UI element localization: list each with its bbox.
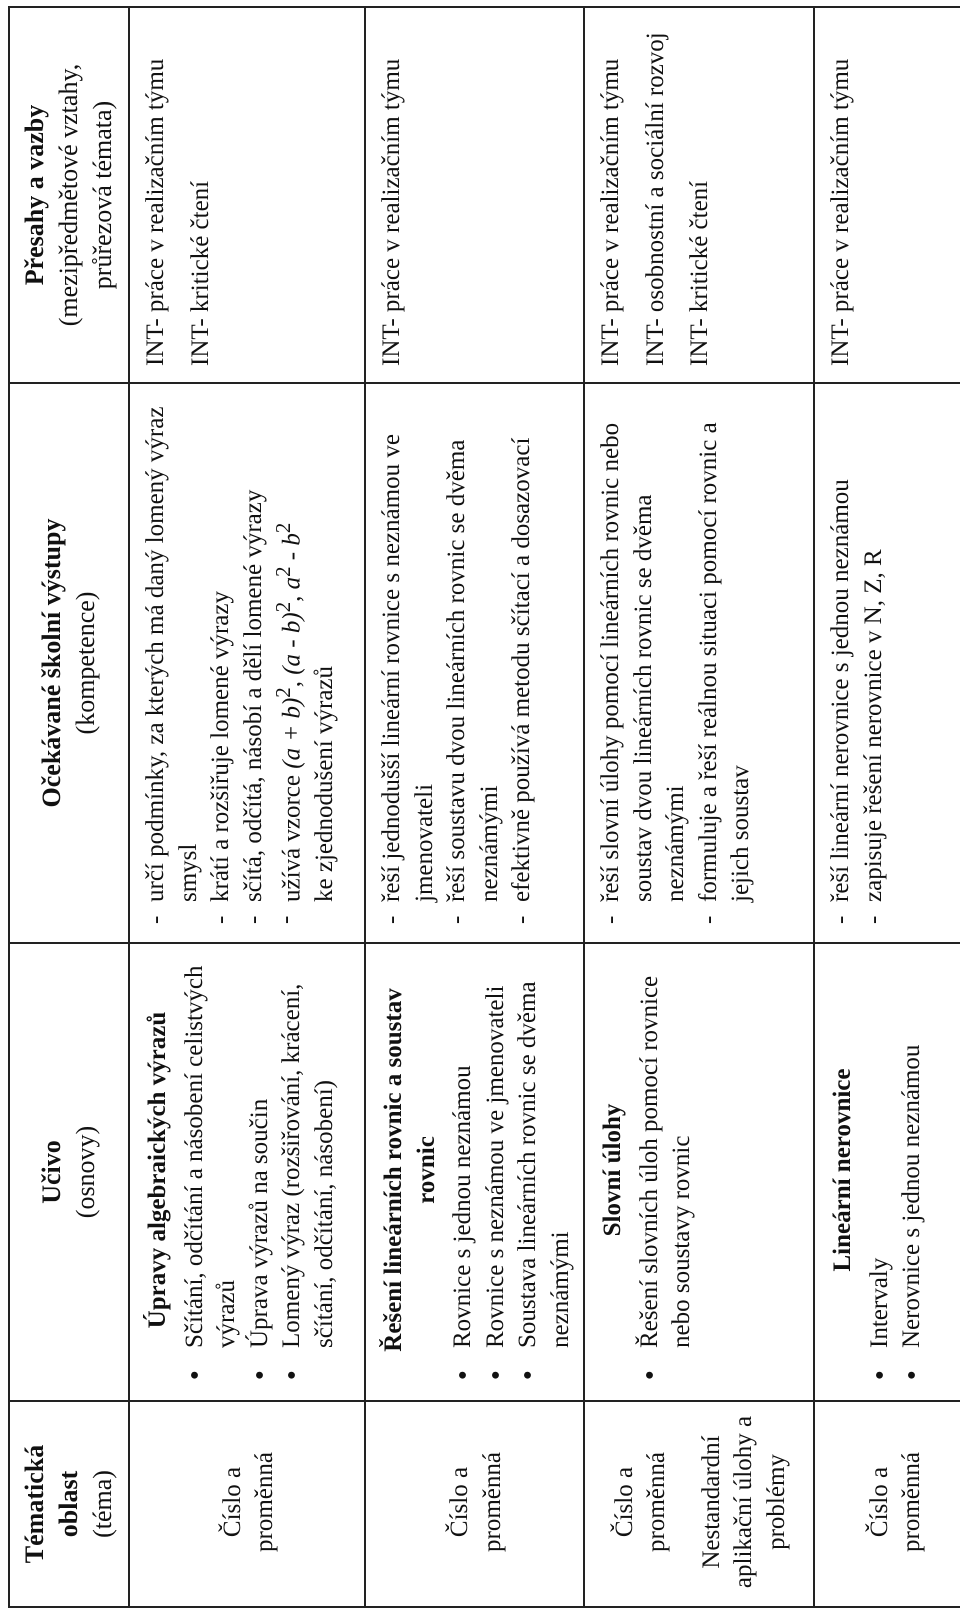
list-item: - efektivně používá metodu sčítací a dosazovací (506, 396, 539, 926)
outcomes-cell (129, 383, 365, 943)
list-item: ● Nerovnice s jednou neznámou (896, 956, 929, 1384)
header-outcomes-sub: (kompetence) (71, 591, 100, 735)
list-item: - řeší lineární nerovnice s jednou neznámou (825, 396, 858, 926)
formula-exp: 2 (271, 522, 295, 534)
link-text: INT- kritické čtení (686, 180, 713, 366)
topics-cell (584, 943, 814, 1401)
theme-text: Číslo a proměnná (446, 1452, 506, 1552)
list-item: ● Rovnice s jednou neznámou (447, 956, 480, 1384)
list-item: ● Intervaly (864, 956, 897, 1384)
topic-list (864, 956, 929, 1384)
formula-exp: 2 (271, 566, 295, 577)
outcome-list (376, 396, 539, 926)
formula-suffix: ke zjednodušení výrazů (310, 665, 338, 902)
outcomes-cell (584, 383, 814, 943)
formula-term: b (278, 533, 306, 546)
link-text: INT- práce v realizačním týmu (378, 58, 405, 366)
formula-minus: - (278, 545, 306, 567)
formula-prefix: užívá vzorce (278, 768, 306, 902)
topics-cell (129, 943, 365, 1401)
header-theme-sub: (téma) (87, 1470, 117, 1538)
link-text: INT- kritické čtení (186, 180, 214, 366)
links-cell (584, 7, 814, 383)
table-row (365, 7, 584, 1607)
links-cell (365, 7, 584, 383)
formula-item (270, 396, 341, 926)
topic-list (179, 956, 342, 1384)
list-item: - řeší soustavu dvou lineárních rovnic se dvěma neznámými (441, 396, 506, 926)
table-row (584, 7, 814, 1607)
list-item: ● Lomený výraz (rozšiřování, krácení, sčítání, odčítání, násobení) (276, 956, 341, 1384)
formula-term: (a + b) (278, 697, 306, 769)
header-links-sub: (mezipředmětové vztahy, průřezová témata) (54, 63, 117, 327)
header-topics-title: Učivo (37, 1140, 67, 1204)
link-text: INT- osobnostní a sociální rozvoj (641, 32, 669, 366)
curriculum-table (8, 6, 960, 1608)
links-cell (129, 7, 365, 383)
header-links-title: Přesahy a vazby (20, 104, 50, 286)
header-topics-sub: (osnovy) (71, 1125, 100, 1219)
list-item: - sčítá, odčítá, násobí a dělí lomené výrazy (238, 396, 271, 926)
list-item: - zapisuje řešení nerovnice v N, Z, R (858, 396, 891, 926)
list-item: - určí podmínky, za kterých má daný lomený výraz smysl (140, 396, 205, 926)
outcome-list (825, 396, 890, 926)
theme-cell (129, 1401, 365, 1607)
topic-title: Slovní úlohy (599, 1103, 626, 1237)
list-item: ● Soustava lineárních rovnic se dvěma neznámými (512, 956, 577, 1384)
theme-cell (365, 1401, 584, 1607)
topics-cell (814, 943, 960, 1401)
header-theme-title: Tématická oblast (20, 1444, 84, 1564)
topic-list (634, 956, 699, 1384)
links-cell (814, 7, 960, 383)
list-item: ● Sčítání, odčítání a násobení celistvých výrazů (179, 956, 244, 1384)
formula-term: a (278, 576, 306, 590)
formula-term: (a - b) (278, 612, 306, 675)
theme-cell (584, 1401, 814, 1607)
theme-text: Číslo a proměnná (865, 1452, 925, 1552)
outcome-list (595, 396, 758, 926)
header-outcomes (9, 383, 129, 943)
header-theme (9, 1401, 129, 1607)
formula-sep: , (278, 674, 306, 688)
table-header-row (9, 7, 129, 1607)
theme-text: Číslo a proměnná (610, 1452, 671, 1552)
topic-list (447, 956, 577, 1384)
list-item: - formuluje a řeší reálnou situaci pomocí rovnic a jejich soustav (693, 396, 758, 926)
theme-cell (814, 1401, 960, 1607)
list-item: ● Rovnice s neznámou ve jmenovateli (480, 956, 513, 1384)
topic-title: Úpravy algebraických výrazů (144, 1011, 171, 1329)
outcomes-cell (365, 383, 584, 943)
outcomes-cell (814, 383, 960, 943)
table-row (129, 7, 365, 1607)
theme-text: Nestandardní aplikační úlohy a problémy (697, 1415, 790, 1589)
theme-text: Číslo a proměnná (218, 1452, 278, 1552)
list-item: - řeší jednodušší lineární rovnice s neznámou ve jmenovateli (376, 396, 441, 926)
topic-title: Lineární nerovnice (829, 1068, 856, 1272)
topics-cell (365, 943, 584, 1401)
header-outcomes-title: Očekávané školní výstupy (37, 518, 67, 808)
header-links (9, 7, 129, 383)
formula-exp: 2 (271, 601, 295, 613)
table-row (814, 7, 960, 1607)
list-item: ● Řešení slovních úloh pomocí rovnice nebo soustavy rovnic (634, 956, 699, 1384)
list-item: - krátí a rozšiřuje lomené výrazy (205, 396, 238, 926)
header-topics (9, 943, 129, 1401)
link-text: INT- práce v realizačním týmu (597, 58, 624, 366)
formula-sep: , (278, 589, 306, 602)
link-text: INT- práce v realizačním týmu (142, 58, 169, 366)
list-item: ● Úprava výrazů na součin (244, 956, 277, 1384)
formula-exp: 2 (271, 687, 295, 698)
link-text: INT- práce v realizačním týmu (827, 58, 854, 366)
list-item: - řeší slovní úlohy pomocí lineárních rovnic nebo soustav dvou lineárních rovnic se dvěma neznámými (595, 396, 693, 926)
topic-title: Řešení lineárních rovnic a soustav rovnic (380, 988, 440, 1352)
outcome-list (140, 396, 341, 926)
